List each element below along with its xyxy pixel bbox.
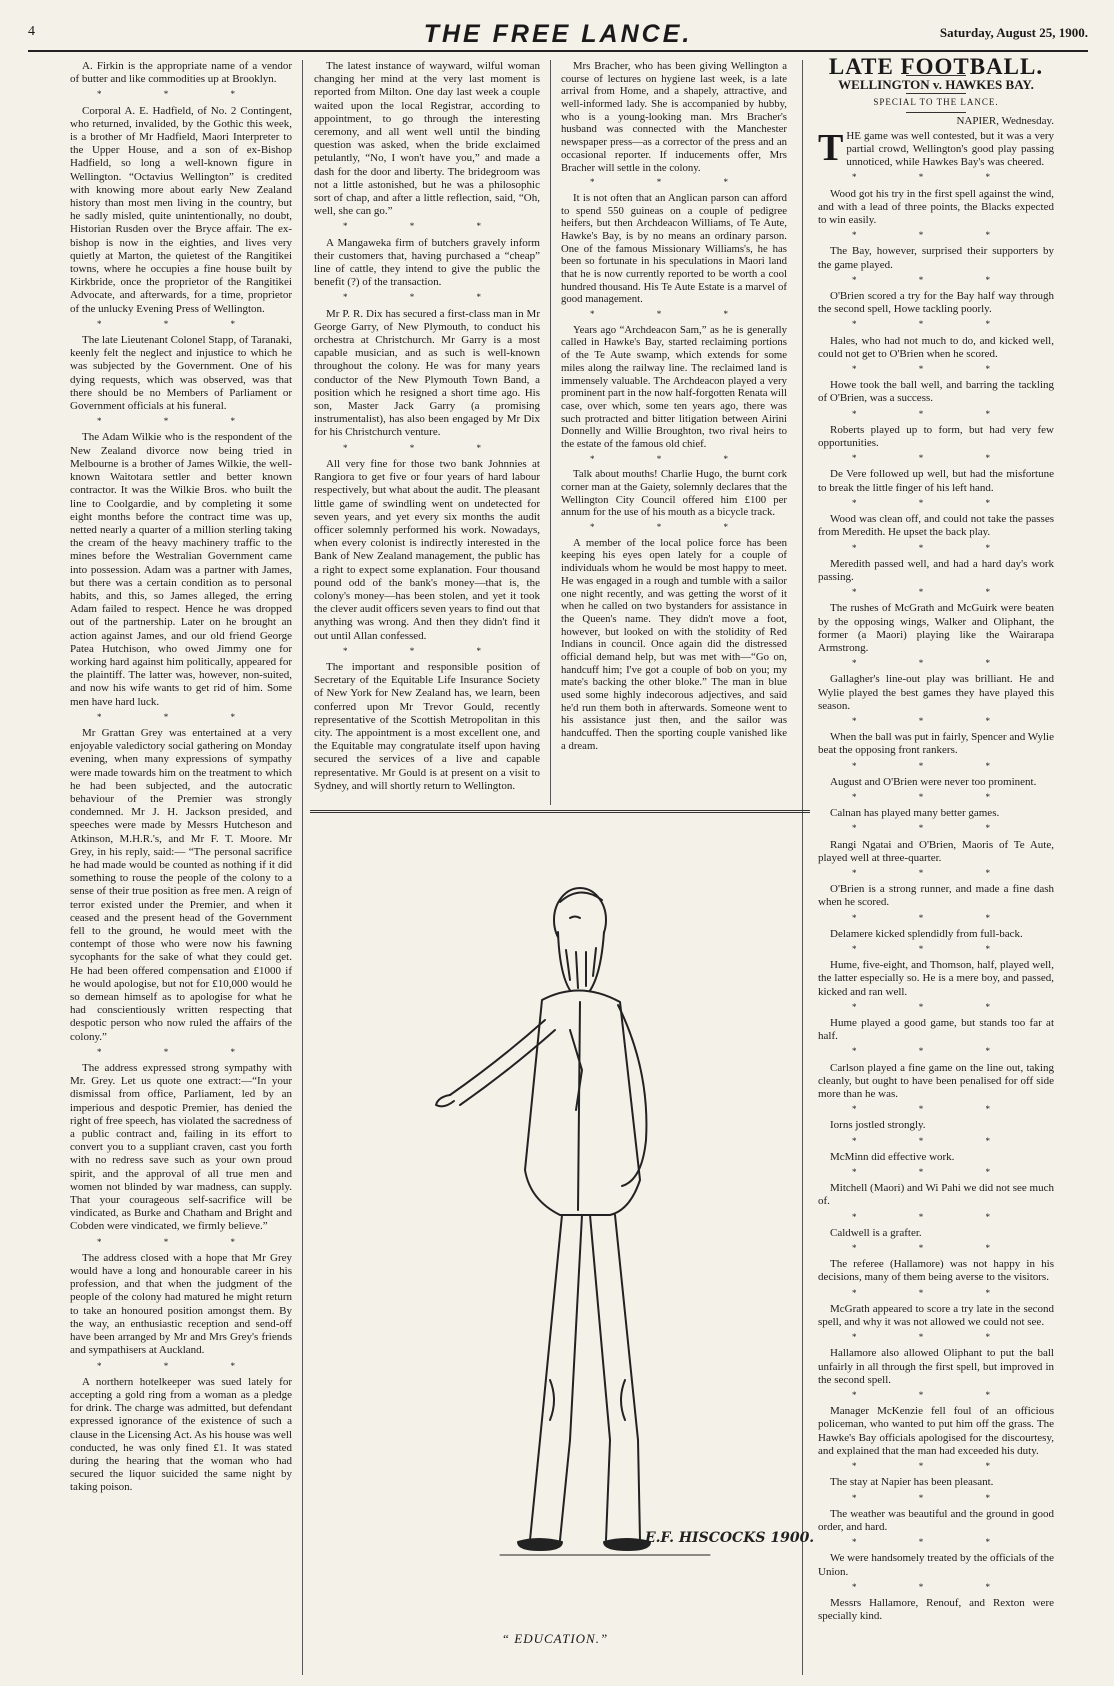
football-item: Messrs Hallamore, Renouf, and Rexton were specially kind. (818, 1596, 1054, 1623)
article-paragraph: The latest instance of wayward, wilful woman changing her mind at the very last moment is reported from Milton. One day last week a couple waited upon the local Registrar, according to appointment, to go through the interesting ceremony, and all went well until the binding question was asked, when the bride exclaimed petulantly, “No, I won't have you,” and made a dash for the door and liberty. The bridegroom was not a little astonished, but he was a philosophic sort of chap, and after a little reflection, said, “Oh, well, she can go.” (314, 60, 540, 218)
artist-signature: E.F. HISCOCKS 1900. (645, 1530, 815, 1546)
short-rule (906, 93, 966, 94)
separator-stars: * * * (852, 1492, 1020, 1503)
football-item: Wood was clean off, and could not take the passes from Meredith. He upset the back play. (818, 513, 1054, 539)
separator-stars: * * * (852, 1243, 1020, 1254)
football-dateline: NAPIER, Wednesday. (956, 114, 1054, 127)
column-divider (302, 60, 303, 1675)
football-item: August and O'Brien were never too prominent. (830, 775, 1037, 788)
separator-stars: * * * (590, 453, 758, 464)
separator-stars: * * * (343, 442, 511, 453)
football-lead (818, 126, 1054, 170)
football-item: The referee (Hallamore) was not happy in his decisions, many of them being averse to the visitors. (818, 1258, 1054, 1284)
separator-stars: * * * (852, 1211, 1020, 1222)
separator-stars: * * * (97, 1236, 265, 1247)
football-item: Wood got his try in the first spell against the wind, and with a lead of three points, the Blacks expected to win easily. (818, 187, 1054, 227)
separator-stars: * * * (852, 1390, 1020, 1401)
newspaper-title: THE FREE LANCE. (423, 20, 693, 48)
separator-stars: * * * (852, 1167, 1020, 1178)
football-item: Hales, who had not much to do, and kicked well, could not get to O'Brien when he scored. (818, 334, 1054, 360)
separator-stars: * * * (590, 309, 758, 320)
separator-stars: * * * (852, 172, 1020, 183)
separator-stars: * * * (852, 658, 1020, 669)
separator-stars: * * * (852, 823, 1020, 834)
drop-cap: T (818, 126, 844, 169)
football-item: Manager McKenzie fell foul of an officious policeman, who wanted to put him off the grass. The Hawke's Bay officials apologised for the discourtesy, and explained that the man had exceeded his duty. (818, 1405, 1054, 1457)
football-item: Hallamore also allowed Oliphant to put the ball unfairly in all through the first spell, but improved in the second spell. (818, 1347, 1054, 1386)
separator-stars: * * * (852, 867, 1020, 878)
article-paragraph: A. Firkin is the appropriate name of a vendor of butter and like commodities up at Brooklyn. (70, 60, 292, 86)
separator-stars: * * * (343, 221, 511, 232)
football-item: Carlson played a fine game on the line out, taking cleanly, but ought to have been penalised for off side more than he was. (818, 1061, 1054, 1101)
separator-stars: * * * (343, 292, 511, 303)
separator-stars: * * * (852, 1461, 1020, 1472)
issue-date: Saturday, August 25, 1900. (939, 25, 1088, 40)
separator-stars: * * * (852, 791, 1020, 802)
football-item: O'Brien is a strong runner, and made a fine dash when he scored. (818, 883, 1054, 909)
football-item: The stay at Napier has been pleasant. (830, 1476, 994, 1489)
article-paragraph: A Mangaweka firm of butchers gravely inform their customers that, having purchased a “cheap” line of cattle, they intend to give the public the benefit (?) of the transaction. (314, 236, 540, 289)
separator-stars: * * * (852, 1135, 1020, 1146)
football-items (818, 188, 1054, 1624)
section-rule (310, 810, 810, 813)
football-item: Caldwell is a grafter. (830, 1226, 922, 1239)
separator-stars: * * * (97, 1360, 265, 1371)
football-item: McGrath appeared to score a try late in the second spell, and why it was not allowed we could not see. (818, 1302, 1054, 1329)
football-item: The weather was beautiful and the ground in good order, and hard. (818, 1507, 1054, 1533)
football-item: Howe took the ball well, and barring the tackling of O'Brien, was a success. (818, 379, 1054, 405)
article-paragraph: Corporal A. E. Hadfield, of No. 2 Contingent, who returned, invalided, by the Gothic this week, is a brother of Mr Hadfield, Maori Interpreter to the Upper House, and a son of ex-Bishop Hadfield, so long a well-known figure in Wellington. “Octavius Wellington” is credited with knowing more about early New Zealand history than most men living in the country, but he sadly misled, quite unintentionally, no doubt, Historian Rusden over the Bryce affair. The ex-bishop is now in the eighties, and lives very quietly at Marton, the quietest of the Rangitikei towns, where he occupies a fine house built by Kirkbride, once the proprietor of the Rangitikei Advocate, and afterwards, for a time, proprietor of the unlucky Evening Press of Wellington. (70, 104, 292, 315)
football-item: Hume played a good game, but stands too far at half. (818, 1017, 1054, 1043)
football-item: We were handsomely treated by the officials of the Union. (818, 1552, 1054, 1578)
football-headline: LATE FOOTBALL. (828, 54, 1044, 79)
short-rule (906, 112, 966, 113)
separator-stars: * * * (343, 645, 511, 656)
separator-stars: * * * (852, 274, 1020, 285)
article-paragraph: It is not often that an Anglican parson can afford to spend 550 guineas on a couple of pedigree heifers, but then Archdeacon Williams, of Te Aute, Hawke's Bay, is by no means an ordinary parson. One of the famous Missionary Williams's, he has been so fortunate in his speculations in Maori land that he is now currently reported to be worth a cool hundred thousand. His Te Aute Estate is a marvel of good management. (561, 191, 787, 306)
column-2 (314, 60, 540, 805)
separator-stars: * * * (852, 912, 1020, 923)
article-paragraph: A northern hotelkeeper was sued lately for accepting a gold ring from a woman as a pledge for drink. The charge was admitted, but defendant expressed ignorance of the existence of such a clause in the Licensing Act. As his house was well conducted, he was only fined £1. It was stated during the hearing that the woman who had secured the liquor suicided the same night by taking poison. (70, 1375, 292, 1494)
football-subhead: WELLINGTON v. HAWKES BAY. (838, 77, 1034, 93)
separator-stars: * * * (852, 497, 1020, 508)
article-paragraph: Mr Grattan Grey was entertained at a very enjoyable valedictory social gathering on Monday evening, when many expressions of sympathy were made towards him on the treatment to which he had been subjected, and the autocratic behaviour of the Premier was strongly condemned. Mr J. H. Jackson presided, and speeches were made by Messrs Hutcheson and Atkinson, M.H.R.'s, and Mr F. T. Moore. Mr Grey, in his reply, said:— “The personal sacrifice he had made would be counted as nothing if it did something to rouse the people of the colony to a sense of their true position as free men. A reign of terror existed under the Premier, and when it ceased and the present head of the Government fell to the ground, he would meet with the contempt of those who were now his fawning sycophants for the sake of what they could get. He had been offered compensation and £1000 if he would apologise, but not for £10,000 would he so demean himself as to apologise for what he had conscientiously written respecting that despotic person who now ruled the affairs of the colony.” (70, 726, 292, 1043)
separator-stars: * * * (852, 319, 1020, 330)
football-item: The Bay, however, surprised their supporters by the game played. (818, 245, 1054, 271)
football-item: Rangi Ngatai and O'Brien, Maoris of Te Aute, played well at three-quarter. (818, 838, 1054, 864)
column-4-football (818, 54, 1054, 1675)
cartoon-caption: “ EDUCATION.” (501, 1631, 609, 1646)
separator-stars: * * * (590, 522, 758, 533)
separator-stars: * * * (852, 760, 1020, 771)
column-3 (561, 60, 787, 805)
separator-stars: * * * (852, 1104, 1020, 1115)
article-paragraph: The address closed with a hope that Mr Grey would have a long and honourable career in his profession, and that when the judgment of the people of the colony had matured he might return to take an honoured position amongst them. By the way, an enthusiastic reception and send-off have been arranged by Mr and Mrs Grey's friends and sympathisers at Auckland. (70, 1251, 292, 1357)
football-item: Roberts played up to form, but had very few opportunities. (818, 423, 1054, 450)
separator-stars: * * * (97, 318, 265, 329)
separator-stars: * * * (97, 711, 265, 722)
separator-stars: * * * (852, 1287, 1020, 1298)
masthead-rule (28, 50, 1088, 52)
column-divider (802, 60, 803, 1675)
cartoon-illustration (410, 880, 815, 1580)
separator-stars: * * * (852, 230, 1020, 241)
football-item: Hume, five-eight, and Thomson, half, played well, the latter especially so. He is a mere boy, and passed, kicked and ran well. (818, 959, 1054, 998)
separator-stars: * * * (852, 408, 1020, 419)
football-item: Mitchell (Maori) and Wi Pahi we did not see much of. (818, 1182, 1054, 1208)
separator-stars: * * * (590, 177, 758, 188)
separator-stars: * * * (852, 1001, 1020, 1012)
football-item: De Vere followed up well, but had the misfortune to break the little finger of his left hand. (818, 468, 1054, 494)
separator-stars: * * * (852, 1046, 1020, 1057)
separator-stars: * * * (852, 542, 1020, 553)
article-paragraph: The important and responsible position of Secretary of the Equitable Life Insurance Society of New York for New Zealand has, we learn, been conferred upon Mr Trevor Gould, recently representative of the Scottish Metropolitan in this city. The appointment is a most excellent one, and the Equitable may congratulate itself upon having secured the services of a live and capable representative. Mr Gould is at present on a visit to Sydney, and will shortly return to Wellington. (314, 660, 540, 792)
football-item: Iorns jostled strongly. (830, 1119, 926, 1132)
article-paragraph: The Adam Wilkie who is the respondent of the New Zealand divorce now being tried in Melbourne is a brother of James Wilkie, the well-known Waitotara settler and better known contractor. It was the Wilkie Bros. who built the line to Coolgardie, and by completing it some eight months before the contract time was up, netted nearly a quarter of a million sterling taking the cream of the heavy machinery traffic to the mines before the Westralian Government came into possession. Adam was a partner with James, but there was a certain condition as to personal habits, and this, so James alleged, the erring Adam failed to respect. Hence he was dropped out of the partnership. Later on he brought an action against James, and our old friend George Patea Hutchison, who owed Jimmy one for working hard against him politically, appeared for the plaintiff. The latter was, however, non-suited, and now his wife wants to get rid of him. Some men have hard luck. (70, 431, 292, 708)
football-item: Meredith passed well, and had a hard day's work passing. (818, 557, 1054, 583)
page-number: 4 (28, 24, 35, 39)
separator-stars: * * * (852, 943, 1020, 954)
column-1 (70, 60, 292, 1675)
article-paragraph: All very fine for those two bank Johnnies at Rangiora to get five or four years of hard labour respectively, but what about the audit. The pleasant little game of swindling went on undetected for seven years, and yet every six months the audit officer solemnly performed his work. Nowadays, when every colonist is indirectly interested in the Bank of New Zealand management, the public has a right to expect some explanation. Four thousand pound odd of the bank's money—that is, the colony's money—has been stolen, and yet it took the clever audit officers seven years to find out that anything was wrong. And then they didn't find it out until Allan confessed. (314, 457, 540, 642)
separator-stars: * * * (97, 89, 265, 100)
separator-stars: * * * (97, 416, 265, 427)
article-paragraph: Mr P. R. Dix has secured a first-class man in Mr George Garry, of New Plymouth, to conduct his orchestra at Christchurch. Mr Garry is a most capable musician, and as such is well-known throughout the colony. He was for many years conductor of the New Plymouth Town Band, a position which he resigned a short time ago. His son, Master Jack Garry (a promising instrumentalist), has also been engaged by Mr Dix for his Christchurch venture. (314, 307, 540, 439)
separator-stars: * * * (852, 1581, 1020, 1592)
football-special: SPECIAL TO THE LANCE. (873, 97, 999, 108)
article-paragraph: Mrs Bracher, who has been giving Wellington a course of lectures on hygiene last week, is a late arrival from Home, and a shapely, attractive, and well-informed lady. She is accompanied by hubby, who is a young-looking man. Mrs Bracher's husband was connected with the Manchester newspaper press—as a corrector of the press and an occasional reporter. If inducements offer, Mrs Bracher will settle in the colony. (561, 60, 787, 174)
football-item: The rushes of McGrath and McGuirk were beaten by the opposing wings, Walker and Oliphant, the former (a Maori) playing like the Wairarapa Armstrong. (818, 602, 1054, 654)
article-paragraph: The late Lieutenant Colonel Stapp, of Taranaki, keenly felt the neglect and injustice to which he was subjected by the Government. One of his dying requests, which was observed, was that there should be no Members of Parliament or Government officials at his funeral. (70, 334, 292, 413)
football-lead-text: HE game was well contested, but it was a very partial crowd, Wellington's good play passing unnoticed, while Hawkes Bay's was cheered. (846, 129, 1054, 169)
football-item: McMinn did effective work. (830, 1150, 955, 1163)
separator-stars: * * * (852, 1332, 1020, 1343)
separator-stars: * * * (852, 453, 1020, 464)
separator-stars: * * * (852, 364, 1020, 375)
football-item: O'Brien scored a try for the Bay half way through the second spell, Howe tackling poorly. (818, 290, 1054, 316)
separator-stars: * * * (97, 1046, 265, 1057)
football-item: Gallagher's line-out play was brilliant. He and Wylie played the best games they have played this season. (818, 673, 1054, 712)
article-paragraph: Talk about mouths! Charlie Hugo, the burnt cork corner man at the Gaiety, solemnly declares that the Wellington City Council offered him £100 per annum for the use of his mouth as a bicycle track. (561, 468, 787, 519)
article-paragraph: The address expressed strong sympathy with Mr. Grey. Let us quote one extract:—“In your dismissal from office, Parliament, led by an imperious and despotic Premier, has denied the right of free speech, has violated the sacredness of a public contract and, failing in its effort to convert you to a suppliant craven, cast you forth with no redress save such as your own proud spirit, and the approval of all true men and women not blinded by war madness, can supply. That your courageous self-sacrifice will be vindicated, as Burke and Chatham and Bright and Cobden were vindicated, we firmly believe.” (70, 1062, 292, 1233)
football-item: When the ball was put in fairly, Spencer and Wylie beat the opposing front rankers. (818, 731, 1054, 757)
football-item: Calnan has played many better games. (830, 807, 1000, 820)
football-item: Delamere kicked splendidly from full-back. (830, 927, 1023, 940)
separator-stars: * * * (852, 715, 1020, 726)
article-paragraph: A member of the local police force has been keeping his eyes open lately for a couple of individuals whom he would be most happy to meet. He was engaged in a rough and tumble with a sailor one night recently, and was getting the worst of it when he called on two bystanders for assistance in the Queen's name. They didn't move a foot, however, but looked on with the stolidity of Red Indians in council. Once again did the distressed official demand help, but was met with—“Go on, handcuff him; I've got a couple of bob on you; my mate's backing the other bloke.” The man in blue used some highly indecorous adjectives, and said he'd run them both in afterwards. Someone went to his assistance just then, and the sailor was handcuffed. Then the sporting couple vanished like a dream. (561, 536, 787, 752)
column-divider (550, 60, 551, 805)
separator-stars: * * * (852, 587, 1020, 598)
article-paragraph: Years ago “Archdeacon Sam,” as he is generally called in Hawke's Bay, started reclaiming portions of the Te Aute swamp, which extends for some miles along the railway line. The reclaimed land is immensely valuable. The Archdeacon played a very prominent part in the now half-forgotten Renata will case, over which, some ten years ago, there was such protracted and bitter litigation between Airini Donnelly and Willie Broughton, two rival heirs to the estate of the famous old chief. (561, 323, 787, 450)
separator-stars: * * * (852, 1537, 1020, 1548)
masthead (28, 20, 1088, 48)
